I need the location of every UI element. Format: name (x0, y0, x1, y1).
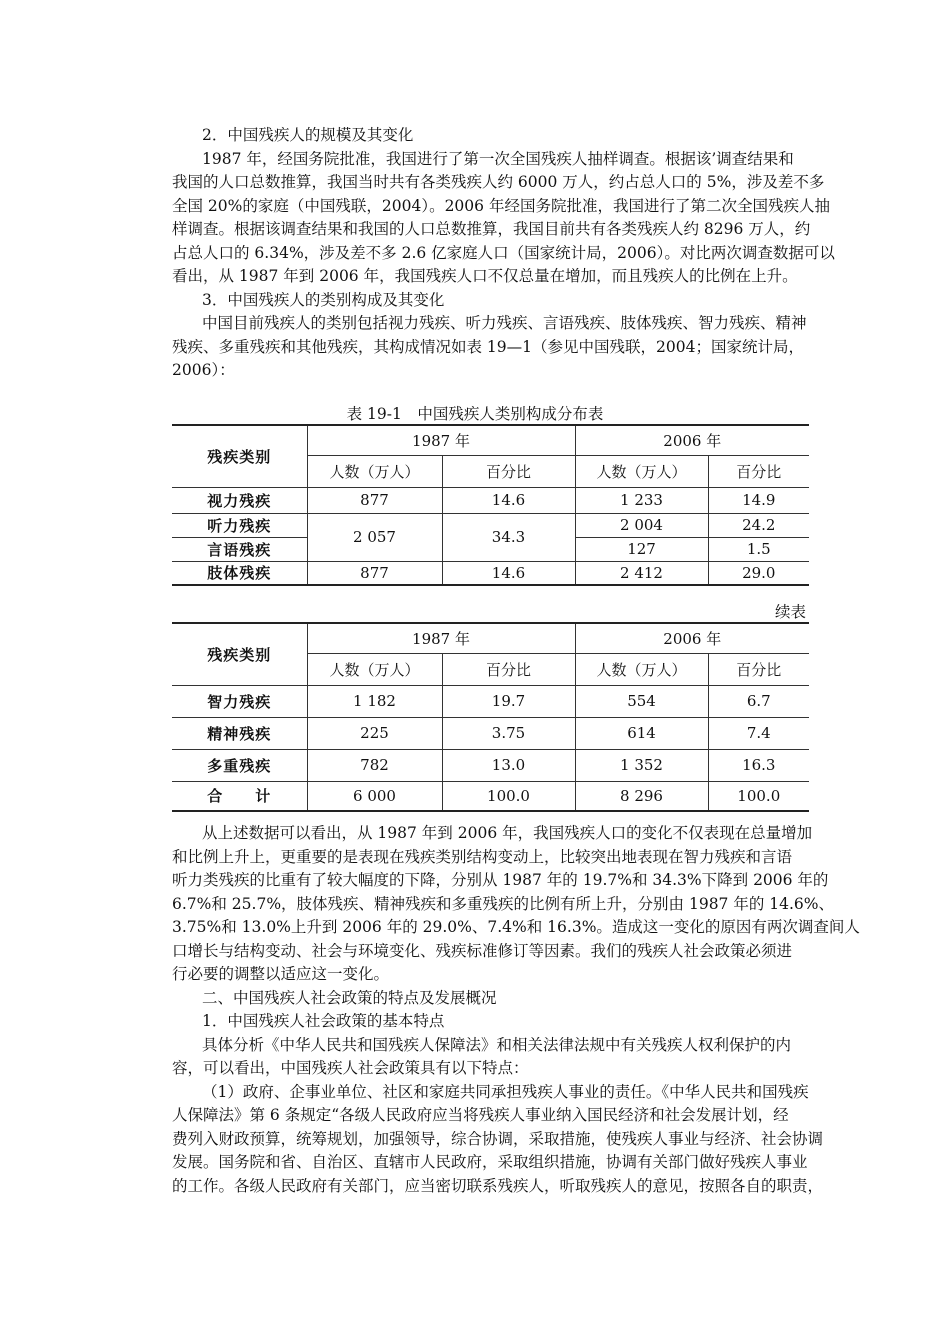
category-cell: 听力残疾 (172, 513, 307, 537)
value-cell: 1 233 (575, 487, 708, 513)
value-cell: 3.75 (442, 717, 575, 749)
value-cell: 16.3 (708, 749, 809, 781)
table-part-1 (172, 424, 809, 586)
section-3-heading: 3．中国残疾人的类别构成及其变化 (202, 290, 445, 309)
paragraph-line: 口增长与结构变动、社会与环境变化、残疾标准修订等因素。我们的残疾人社会政策必须进 (172, 941, 793, 960)
table-row (172, 513, 809, 537)
section-2 (172, 124, 835, 383)
value-cell: 614 (575, 717, 708, 749)
value-cell: 1 182 (307, 685, 442, 717)
paragraph-line: 样调查。根据该调查结果和我国的人口总数推算，我国目前共有各类残疾人约 8296 万人，约 (172, 220, 811, 238)
value-cell: 8 296 (575, 781, 708, 811)
header-percent-2006: 百分比 (708, 653, 809, 685)
category-cell: 精神残疾 (172, 717, 307, 749)
paragraph-line: 行必要的调整以适应这一变化。 (172, 965, 390, 983)
paragraph-line: 看出，从 1987 年到 2006 年，我国残疾人口不仅总量在增加，而且残疾人的比例在上升。 (172, 267, 798, 285)
table-row (172, 561, 809, 585)
section-2-heading: 2．中国残疾人的规模及其变化 (202, 126, 414, 144)
table-row (172, 749, 809, 781)
paragraph-line: 6.7%和 25.7%，肢体残疾、精神残疾和多重残疾的比例有所上升，分别由 1987 年的 14.6%、 (172, 894, 835, 913)
header-count-2006: 人数（万人） (575, 653, 708, 685)
category-cell: 视力残疾 (172, 487, 307, 513)
paragraph-line: 从上述数据可以看出，从 1987 年到 2006 年，我国残疾人口的变化不仅表现在总量增加 (202, 824, 813, 842)
header-year-2006: 2006 年 (575, 425, 809, 455)
value-cell: 6.7 (708, 685, 809, 717)
value-cell: 13.0 (442, 749, 575, 781)
value-cell: 14.6 (442, 487, 575, 513)
paragraph-line: 听力类残疾的比重有了较大幅度的下降，分别从 1987 年的 19.7%和 34.3%下降到 2006 年的 (172, 871, 829, 889)
header-category: 残疾类别 (172, 623, 307, 685)
paragraph-line: 容，可以看出，中国残疾人社会政策具有以下特点： (172, 1059, 529, 1077)
header-percent-2006: 百分比 (708, 455, 809, 487)
paragraph-line: 3.75%和 13.0%上升到 2006 年的 29.0%、7.4%和 16.3%。造成这一变化的原因有两次调查间人 (172, 918, 860, 936)
paragraph-line: 全国 20%的家庭（中国残联，2004）。2006 年经国务院批准，我国进行了第二次全国残疾人抽 (172, 196, 830, 215)
header-count-2006: 人数（万人） (575, 455, 708, 487)
paragraph-line: 残疾、多重残疾和其他残疾，其构成情况如表 19—1（参见中国残联，2004；国家统计局， (172, 337, 804, 356)
value-cell: 100.0 (442, 781, 575, 811)
paragraph-line: 的工作。各级人民政府有关部门，应当密切联系残疾人，听取残疾人的意见，按照各自的职责， (172, 1176, 824, 1195)
value-cell: 29.0 (708, 561, 809, 585)
value-cell: 6 000 (307, 781, 442, 811)
value-cell: 877 (307, 561, 442, 585)
value-cell: 34.3 (442, 513, 575, 561)
value-cell: 2 004 (575, 513, 708, 537)
paragraph-line: 占总人口的 6.34%，涉及差不多 2.6 亿家庭人口（国家统计局，2006）。对比两次调查数据可以 (172, 243, 835, 262)
value-cell: 2 412 (575, 561, 708, 585)
value-cell: 225 (307, 717, 442, 749)
value-cell: 127 (575, 537, 708, 561)
table-caption: 表 19-1 中国残疾人类别构成分布表 (346, 405, 604, 423)
table-row (172, 717, 809, 749)
paragraph-line: 中国目前残疾人的类别包括视力残疾、听力残疾、言语残疾、肢体残疾、智力残疾、精神 (202, 314, 807, 332)
value-cell: 1.5 (708, 537, 809, 561)
part-two-subheading: 1．中国残疾人社会政策的基本特点 (202, 1012, 445, 1030)
paragraph-line: 费列入财政预算，统筹规划，加强领导，综合协调，采取措施，使残疾人事业与经济、社会协调 (172, 1129, 824, 1148)
value-cell: 14.6 (442, 561, 575, 585)
category-cell: 多重残疾 (172, 749, 307, 781)
value-cell: 1 352 (575, 749, 708, 781)
value-cell: 24.2 (708, 513, 809, 537)
header-count-1987: 人数（万人） (307, 653, 442, 685)
header-category: 残疾类别 (172, 425, 307, 487)
value-cell: 7.4 (708, 717, 809, 749)
header-count-1987: 人数（万人） (307, 455, 442, 487)
header-year-1987: 1987 年 (307, 623, 575, 653)
category-cell: 肢体残疾 (172, 561, 307, 585)
analysis-section (172, 822, 860, 1198)
table-part-2 (172, 622, 809, 812)
value-cell: 2 057 (307, 513, 442, 561)
continued-label: 续表 (774, 603, 806, 621)
paragraph-line: 我国的人口总数推算，我国当时共有各类残疾人约 6000 万人，约占总人口的 5%，涉及差不多 (172, 173, 825, 191)
category-cell: 智力残疾 (172, 685, 307, 717)
part-two-heading: 二、中国残疾人社会政策的特点及发展概况 (202, 988, 497, 1007)
header-percent-1987: 百分比 (442, 653, 575, 685)
header-year-2006: 2006 年 (575, 623, 809, 653)
value-cell: 782 (307, 749, 442, 781)
value-cell: 877 (307, 487, 442, 513)
category-cell: 言语残疾 (172, 537, 307, 561)
table-row (172, 487, 809, 513)
value-cell: 100.0 (708, 781, 809, 811)
value-cell: 19.7 (442, 685, 575, 717)
paragraph-line: （1）政府、企事业单位、社区和家庭共同承担残疾人事业的责任。《中华人民共和国残疾 (202, 1082, 809, 1101)
table-row (172, 781, 809, 811)
table-row (172, 685, 809, 717)
paragraph-line: 和比例上升上，更重要的是表现在残疾类别结构变动上，比较突出地表现在智力残疾和言语 (172, 847, 793, 866)
paragraph-line: 发展。国务院和省、自治区、直辖市人民政府，采取组织措施，协调有关部门做好残疾人事业 (172, 1153, 808, 1171)
value-cell: 554 (575, 685, 708, 717)
paragraph-line: 人保障法》第 6 条规定“各级人民政府应当将残疾人事业纳入国民经济和社会发展计划，经 (172, 1106, 789, 1124)
paragraph-line: 具体分析《中华人民共和国残疾人保障法》和相关法律法规中有关残疾人权利保护的内 (202, 1035, 792, 1054)
header-year-1987: 1987 年 (307, 425, 575, 455)
value-cell: 14.9 (708, 487, 809, 513)
paragraph-line: 2006）： (172, 361, 235, 379)
header-percent-1987: 百分比 (442, 455, 575, 487)
category-cell: 合 计 (172, 781, 307, 811)
paragraph-line: 1987 年，经国务院批准，我国进行了第一次全国残疾人抽样调查。根据该’调查结果和 (202, 149, 794, 168)
